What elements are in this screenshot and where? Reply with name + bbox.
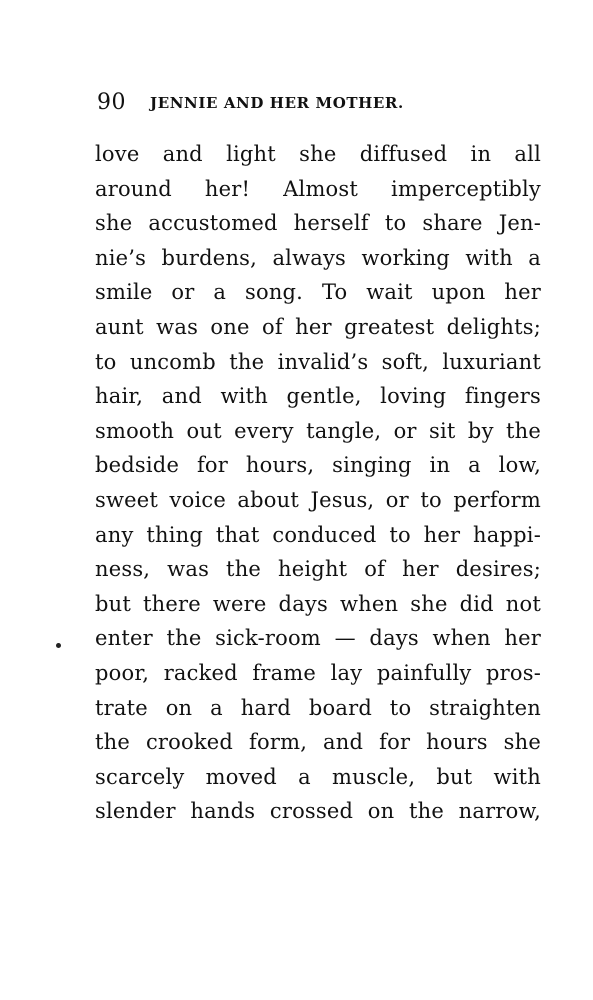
text-line: she accustomed herself to share Jen- (95, 211, 541, 236)
text-line: enter the sick-room — days when her (95, 626, 541, 651)
text-line: to uncomb the invalid’s soft, luxuriant (95, 349, 541, 374)
margin-ink-speck (56, 643, 61, 648)
text-line: but there were days when she did not (95, 591, 541, 616)
text-line: ness, was the height of her desires; (95, 557, 541, 582)
page-header (95, 88, 541, 118)
running-head: JENNIE AND HER MOTHER. (150, 94, 404, 112)
text-line: any thing that conduced to her happi- (95, 522, 541, 547)
text-line: smile or a song. To wait upon her (95, 280, 541, 305)
text-line: nie’s burdens, always working with a (95, 245, 541, 270)
page-number: 90 (97, 90, 126, 115)
text-line: slender hands crossed on the narrow, (95, 799, 541, 824)
text-line: bedside for hours, singing in a low, (95, 453, 541, 478)
text-line: trate on a hard board to straighten (95, 695, 541, 720)
text-line: poor, racked frame lay painfully pros- (95, 660, 541, 685)
text-line: smooth out every tangle, or sit by the (95, 418, 541, 443)
text-line: sweet voice about Jesus, or to perform (95, 487, 541, 512)
text-line: around her! Almost imperceptibly (95, 176, 541, 201)
body-text (95, 137, 541, 829)
text-line: love and light she diffused in all (95, 142, 541, 166)
text-line: the crooked form, and for hours she (95, 730, 541, 755)
text-line: aunt was one of her greatest delights; (95, 314, 541, 339)
text-line: hair, and with gentle, loving fingers (95, 384, 541, 409)
text-line: scarcely moved a muscle, but with (95, 764, 541, 789)
